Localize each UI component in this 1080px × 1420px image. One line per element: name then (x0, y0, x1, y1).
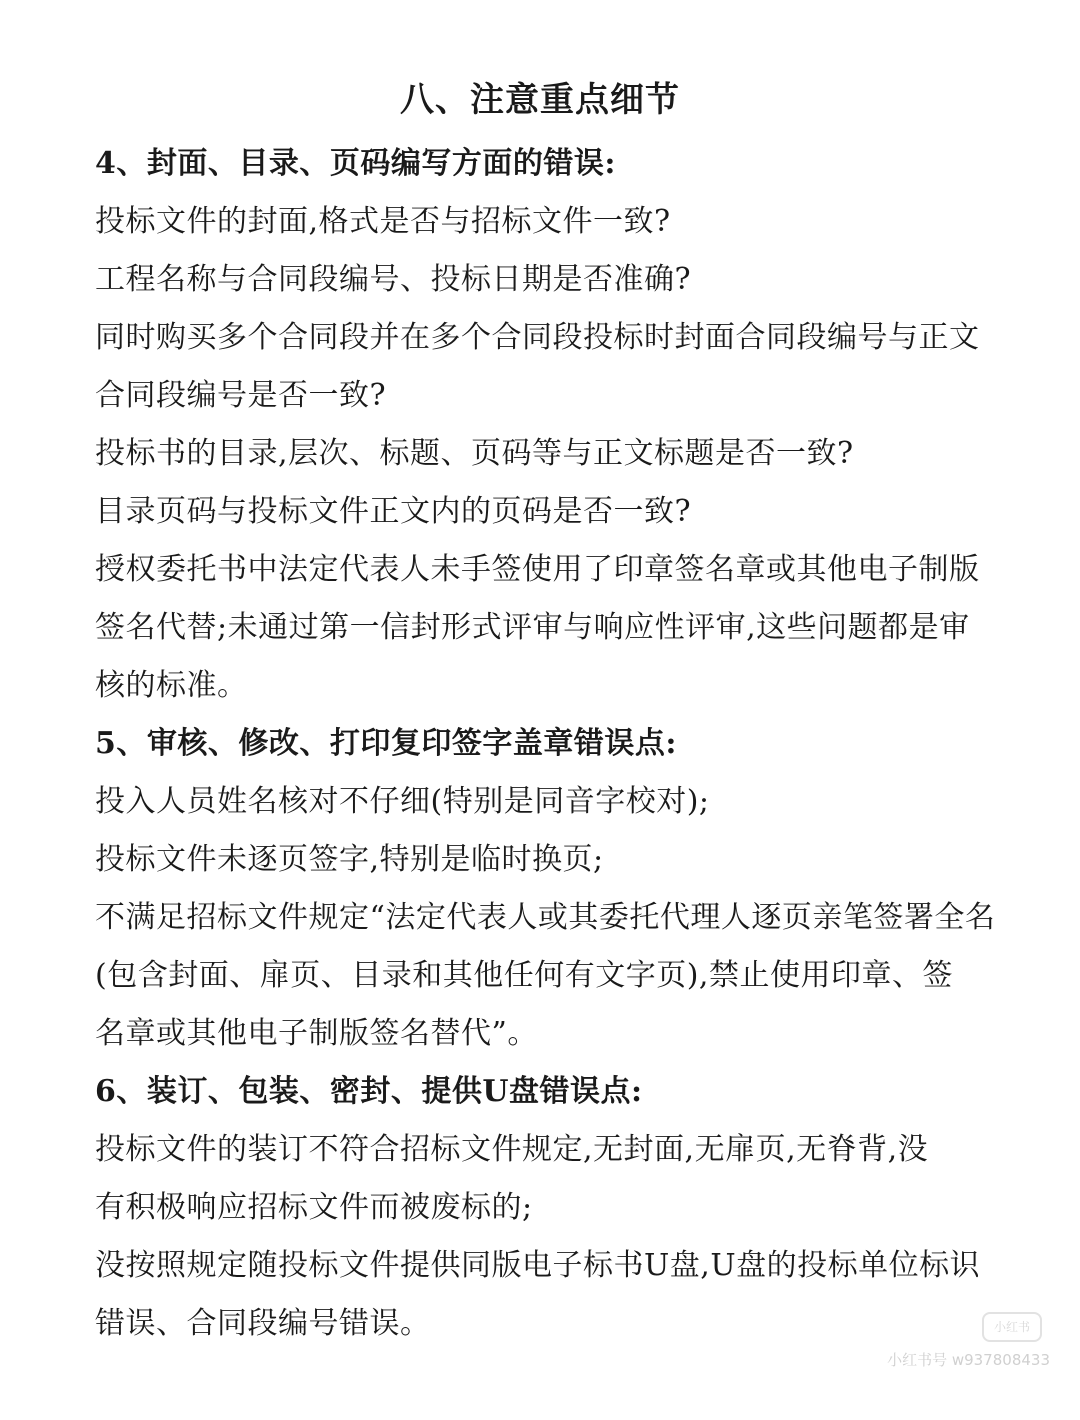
text-line: 错误、合同段编号错误。 (95, 1306, 431, 1341)
text-line: 同时购买多个合同段并在多个合同段投标时封面合同段编号与正文 (95, 320, 980, 355)
text-line: 没按照规定随投标文件提供同版电子标书U盘,U盘的投标单位标识 (95, 1248, 981, 1283)
text-line: 投入人员姓名核对不仔细(特别是同音字校对); (95, 784, 710, 819)
section-heading-6: 6、装订、包装、密封、提供U盘错误点: (95, 1074, 643, 1109)
section-heading-4: 4、封面、目录、页码编写方面的错误: (95, 146, 616, 181)
text-line: 工程名称与合同段编号、投标日期是否准确? (95, 262, 692, 297)
text-line: 不满足招标文件规定“法定代表人或其委托代理人逐页亲笔签署全名 (95, 900, 996, 935)
section-heading-5: 5、审核、修改、打印复印签字盖章错误点: (95, 726, 677, 761)
text-line: 名章或其他电子制版签名替代”。 (95, 1016, 538, 1051)
text-line: 投标文件的装订不符合招标文件规定,无封面,无扉页,无脊背,没 (95, 1132, 929, 1167)
text-line: (包含封面、扉页、目录和其他任何有文字页),禁止使用印章、签 (95, 958, 953, 993)
text-line: 签名代替;未通过第一信封形式评审与响应性评审,这些问题都是审 (95, 610, 970, 645)
text-line: 目录页码与投标文件正文内的页码是否一致? (95, 494, 692, 529)
text-line: 投标文件未逐页签字,特别是临时换页; (95, 842, 604, 877)
text-line: 投标文件的封面,格式是否与招标文件一致? (95, 204, 671, 239)
text-line: 核的标准。 (95, 668, 248, 703)
page-title: 八、注意重点细节 (400, 80, 680, 120)
watermark-logo: 小红书 (982, 1312, 1042, 1342)
text-line: 授权委托书中法定代表人未手签使用了印章签名章或其他电子制版 (95, 552, 980, 587)
text-line: 投标书的目录,层次、标题、页码等与正文标题是否一致? (95, 436, 854, 471)
text-line: 有积极响应招标文件而被废标的; (95, 1190, 533, 1225)
watermark: 小红书号 w937808433 (887, 1351, 1050, 1369)
text-line: 合同段编号是否一致? (95, 378, 387, 413)
